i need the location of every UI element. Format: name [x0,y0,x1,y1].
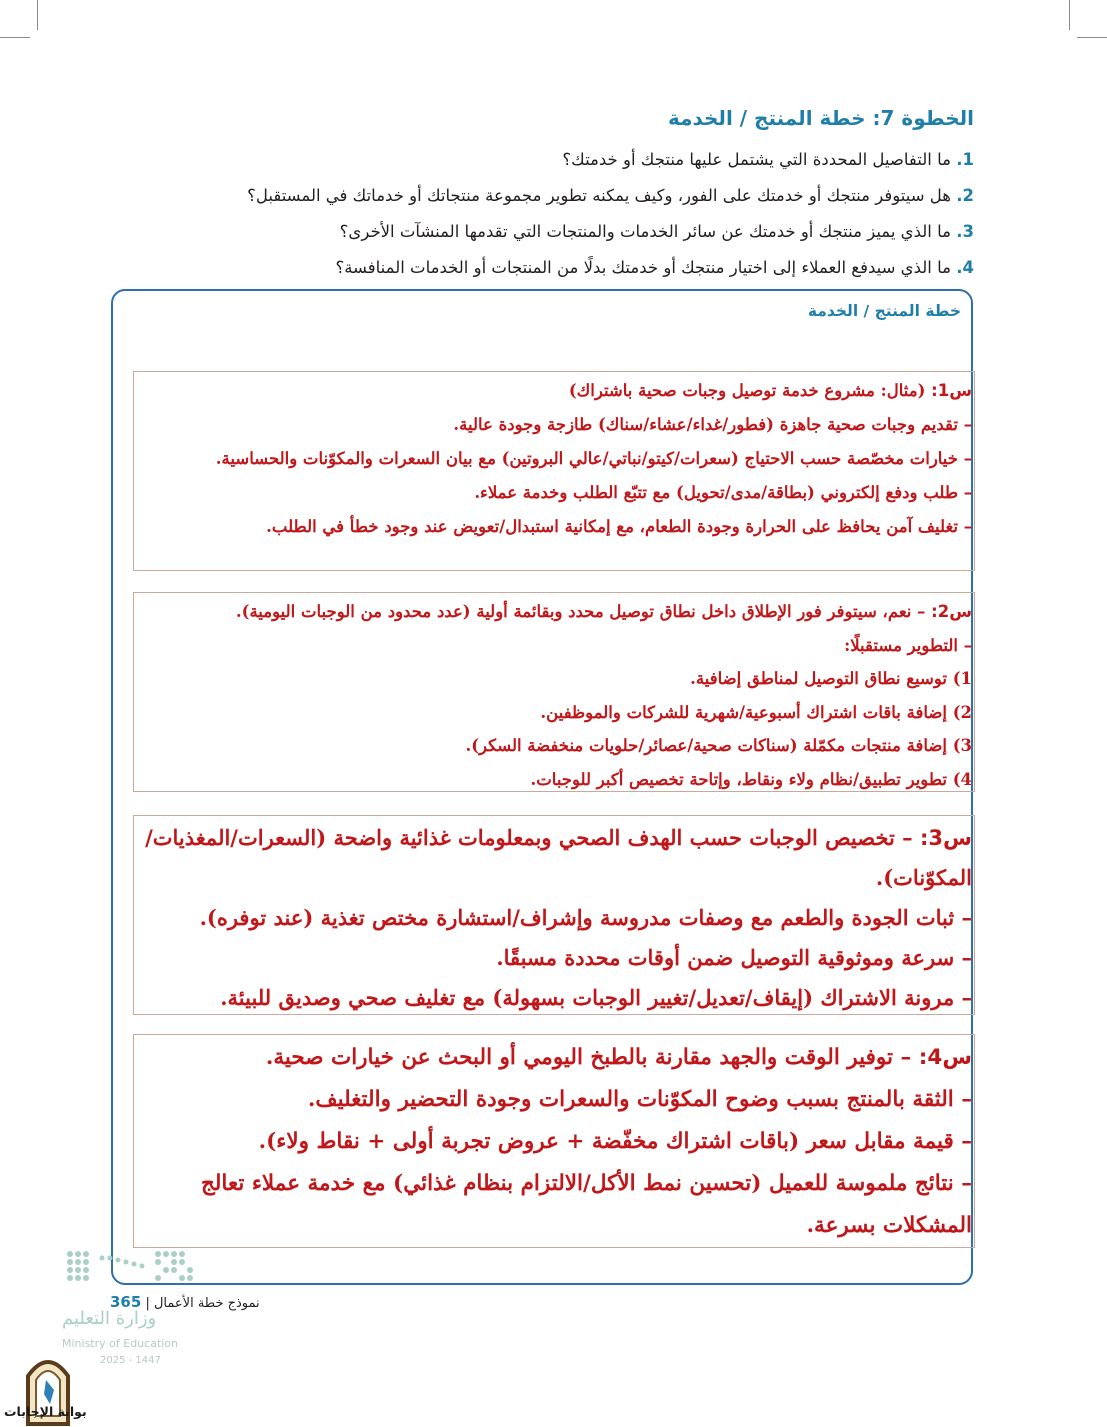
crop-mark [0,37,30,38]
question-item [114,250,974,286]
answer-box-1 [133,371,975,571]
frame-title: خطة المنتج / الخدمة [807,302,961,320]
answer-line: – طلب ودفع إلكتروني (بطاقة/مدى/تحويل) مع تتبّع الطلب وخدمة عملاء. [474,483,972,502]
answer-line: – قيمة مقابل سعر (باقات اشتراك مخفّضة + عروض تجربة أولى + نقاط ولاء). [258,1129,972,1154]
question-number: 3. [956,222,974,241]
ministry-year: 2025 - 1447 [100,1355,161,1366]
question-item [114,214,974,250]
answer-text: – توفير الوقت والجهد مقارنة بالطبخ اليومي أو البحث عن خيارات صحية. [265,1045,912,1070]
crop-mark [1069,0,1070,30]
answer-line: 1) توسيع نطاق التوصيل لمناطق إضافية. [690,669,972,688]
question-item [114,178,974,214]
question-text: ما الذي يميز منتجك أو خدمتك عن سائر الخدمات والمنتجات التي تقدمها المنشآت الأخرى؟ [339,222,951,241]
answer-line: – مرونة الاشتراك (إيقاف/تعديل/تغيير الوجبات بسهولة) مع تغليف صحي وصديق للبيئة. [220,985,972,1010]
answer-text: (مثال: مشروع خدمة توصيل وجبات صحية باشتراك) [568,381,926,400]
badge-label: بوابة الإجابات [4,1404,87,1419]
answer-line [140,818,972,898]
answer-line [140,595,972,629]
answer-line: 2) إضافة باقات اشتراك أسبوعية/شهرية للشركات والموظفين. [540,702,972,722]
answer-box-3 [133,815,975,1015]
answer-label: س1: [931,381,972,400]
answer-line: – التطوير مستقبلًا: [844,635,972,655]
answer-label: س2: [931,602,972,621]
answer-text: – نعم، سيتوفر فور الإطلاق داخل نطاق توصيل محدد وبقائمة أولية (عدد محدود من الوجبات اليومية). [235,602,926,621]
book-title: نموذج خطة الأعمال [153,1296,260,1311]
question-text: هل سيتوفر منتجك أو خدمتك على الفور، وكيف يمكنه تطوير مجموعة منتجاتك أو خدماتك في المستقبل؟ [247,186,951,205]
answer-line: – الثقة بالمنتج بسبب وضوح المكوّنات والسعرات وجودة التحضير والتغليف. [307,1087,972,1112]
question-item [114,142,974,178]
answer-line: – خيارات مخصّصة حسب الاحتياج (سعرات/كيتو/نباتي/عالي البروتين) مع بيان السعرات والمكوّنات والحساسية. [215,449,972,468]
page-footer [110,1293,260,1311]
answer-line: – تغليف آمن يحافظ على الحرارة وجودة الطعام، مع إمكانية استبدال/تعويض عند وجود خطأ في الطلب. [266,517,972,536]
ministry-name-ar: وزارة التعليم [62,1308,157,1329]
answer-line: – نتائج ملموسة للعميل (تحسين نمط الأكل/الالتزام بنظام غذائي) مع خدمة عملاء تعالج المشكلات بسرعة. [201,1171,972,1238]
answer-line [140,1037,972,1079]
answer-label: س3: [919,826,972,850]
step-heading: الخطوة 7: خطة المنتج / الخدمة [667,106,974,130]
question-number: 2. [956,186,974,205]
answer-box-2 [133,592,975,792]
answer-text: – تخصيص الوجبات حسب الهدف الصحي وبمعلومات غذائية واضحة (السعرات/المغذيات/المكوّنات). [145,825,972,890]
answer-label: س4: [918,1045,972,1070]
crop-mark [1077,37,1107,38]
answer-line: – تقديم وجبات صحية جاهزة (فطور/غداء/عشاء/سناك) طازجة وجودة عالية. [453,415,972,434]
question-number: 4. [956,258,974,277]
footer-separator: | [145,1296,150,1311]
question-list [114,142,974,286]
question-text: ما التفاصيل المحددة التي يشتمل عليها منتجك أو خدمتك؟ [562,150,951,169]
question-text: ما الذي سيدفع العملاء إلى اختيار منتجك أو خدمتك بدلًا من المنتجات أو الخدمات المنافسة؟ [335,258,951,277]
ministry-name-en: Ministry of Education [62,1337,179,1350]
question-number: 1. [956,150,974,169]
answer-line: 4) تطوير تطبيق/نظام ولاء ونقاط، وإتاحة تخصيص أكبر للوجبات. [530,769,972,789]
answer-box-4 [133,1034,975,1248]
answer-line: 3) إضافة منتجات مكمّلة (سناكات صحية/عصائر/حلويات منخفضة السكر). [465,736,972,755]
answer-line: – ثبات الجودة والطعم مع وصفات مدروسة وإشراف/استشارة مختص تغذية (عند توفره). [199,905,972,930]
answer-line: – سرعة وموثوقية التوصيل ضمن أوقات محددة مسبقًا. [496,945,972,970]
page-number: 365 [110,1293,142,1311]
answer-line [140,374,972,408]
crop-mark [37,0,38,30]
